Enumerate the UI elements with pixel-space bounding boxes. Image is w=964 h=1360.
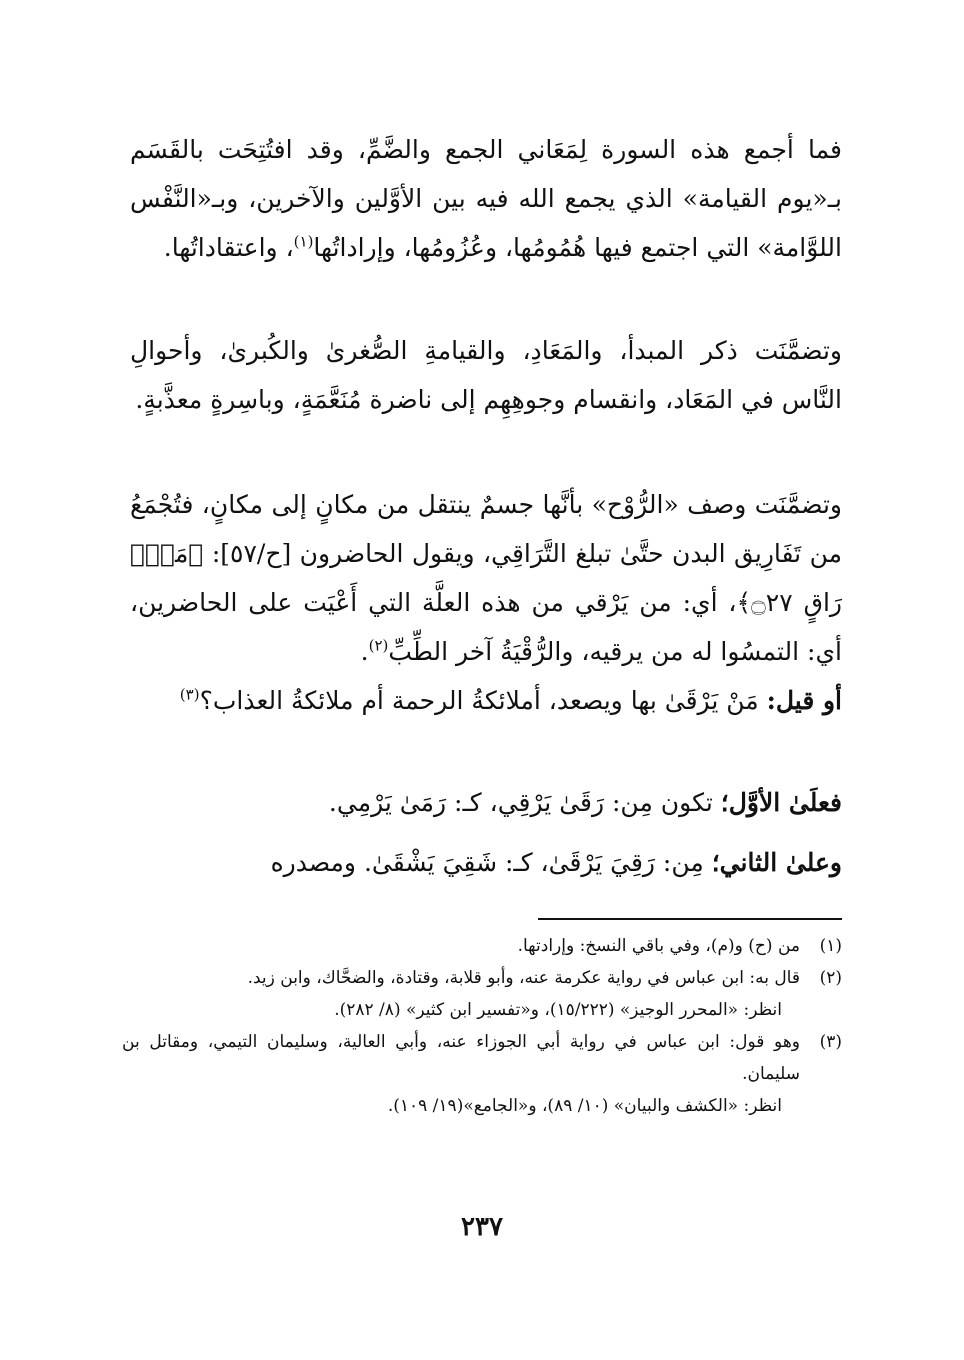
footnote-ref-1: (١) (293, 232, 314, 251)
paragraph-3 (130, 480, 882, 676)
line-first-case-text: تكون مِن: رَقَىٰ يَرْقِي، كـ: رَمَىٰ يَرْمِي. (328, 788, 721, 817)
footnote-3-text: وهو قول: ابن عباس في رواية أبي الجوزاء عنه، وأبي العالية، وسليمان التيمي، ومقاتل بن سليمان. (122, 1032, 800, 1084)
footnote-2-reference: انظر: «المحرر الوجيز» (١٥/٢٢٢)، و«تفسير ابن كثير» (٨/ ٢٨٢). (334, 1000, 782, 1020)
paragraph-2-text: وتضمَّنَت ذكر المبدأ، والمَعَادِ، والقيامةِ الصُّغرىٰ والكُبرىٰ، وأحوالِ النَّاس في المَعَاد، وانقسام وجوهِهِم إلى ناضرة مُنَعَّمَةٍ، وباسِرةٍ معذَّبةٍ. (130, 336, 842, 414)
footnote-3-number: (٣) (819, 1032, 842, 1052)
page-number: ٢٣٧ (461, 1212, 503, 1242)
line-second-case-lead: وعلىٰ الثاني؛ (711, 848, 842, 877)
footnote-3-reference: انظر: «الكشف والبيان» (١٠/ ٨٩)، و«الجامع»(١٩/ ١٠٩). (387, 1096, 782, 1116)
footnote-ref-3: (٣) (179, 685, 200, 704)
paragraph-3-text: وتضمَّنَت وصف «الرُّوْح» بأنَّها جسمٌ ينتقل من مكانٍ إلى مكانٍ، فتُجْمَعُ من تَفَارِيق البدن حتَّىٰ تبلغ التَّرَاقِي، ويقول الحاضرون [ح/٥٧]: ﴿مَنْۜ رَاقٍ ۝٢٧﴾، أي: من يَرْقي من هذه العلَّة التي أَعْيَت على الحاضرين، أي: التمسُوا له من يرقيه، والرُّقْيَةُ آخر الطِّبِّ (130, 490, 843, 666)
line-second-case (130, 838, 882, 887)
footnote-1-text: من (ح) و(م)، وفي باقي النسخ: وإرادتها. (517, 936, 800, 956)
paragraph-4-lead: أو قيل: (766, 686, 842, 715)
footnotes (122, 930, 842, 1122)
footnote-2-number: (٢) (819, 968, 842, 988)
footnote-1 (122, 930, 842, 962)
footnote-ref-2: (٢) (368, 636, 389, 655)
paragraph-4-text: مَنْ يَرْقَىٰ بها ويصعد، أملائكةُ الرحمة أم ملائكةُ العذاب؟ (199, 686, 767, 715)
footnote-2-text: قال به: ابن عباس في رواية عكرمة عنه، وأبو قلابة، وقتادة، والضحَّاك، وابن زيد. (247, 968, 800, 988)
paragraph-1-tail: ، واعتقاداتُها. (163, 233, 294, 262)
footnote-2 (122, 962, 842, 994)
paragraph-3-tail: . (360, 637, 369, 666)
paragraph-1-text: فما أجمع هذه السورة لِمَعَاني الجمع والضَّمِّ، وقد افتُتِحَت بالقَسَم بـ«يوم القيامة» الذي يجمع الله فيه بين الأوَّلين والآخرين، وبـ«النَّفْس اللوَّامة» التي اجتمع فيها هُمُومُها، وعُزُومُها، وإراداتُها (130, 135, 842, 262)
footnote-separator (538, 918, 842, 920)
paragraph-2 (130, 326, 882, 424)
footnote-1-number: (١) (819, 936, 842, 956)
line-second-case-text: مِن: رَقِيَ يَرْقَىٰ، كـ: شَقِيَ يَشْقَىٰ. ومصدره (270, 848, 712, 877)
line-first-case (130, 778, 882, 827)
paragraph-1 (130, 125, 882, 272)
paragraph-4 (130, 676, 882, 725)
line-first-case-lead: فعلَىٰ الأوَّل؛ (720, 788, 842, 817)
footnote-3 (122, 1026, 842, 1090)
